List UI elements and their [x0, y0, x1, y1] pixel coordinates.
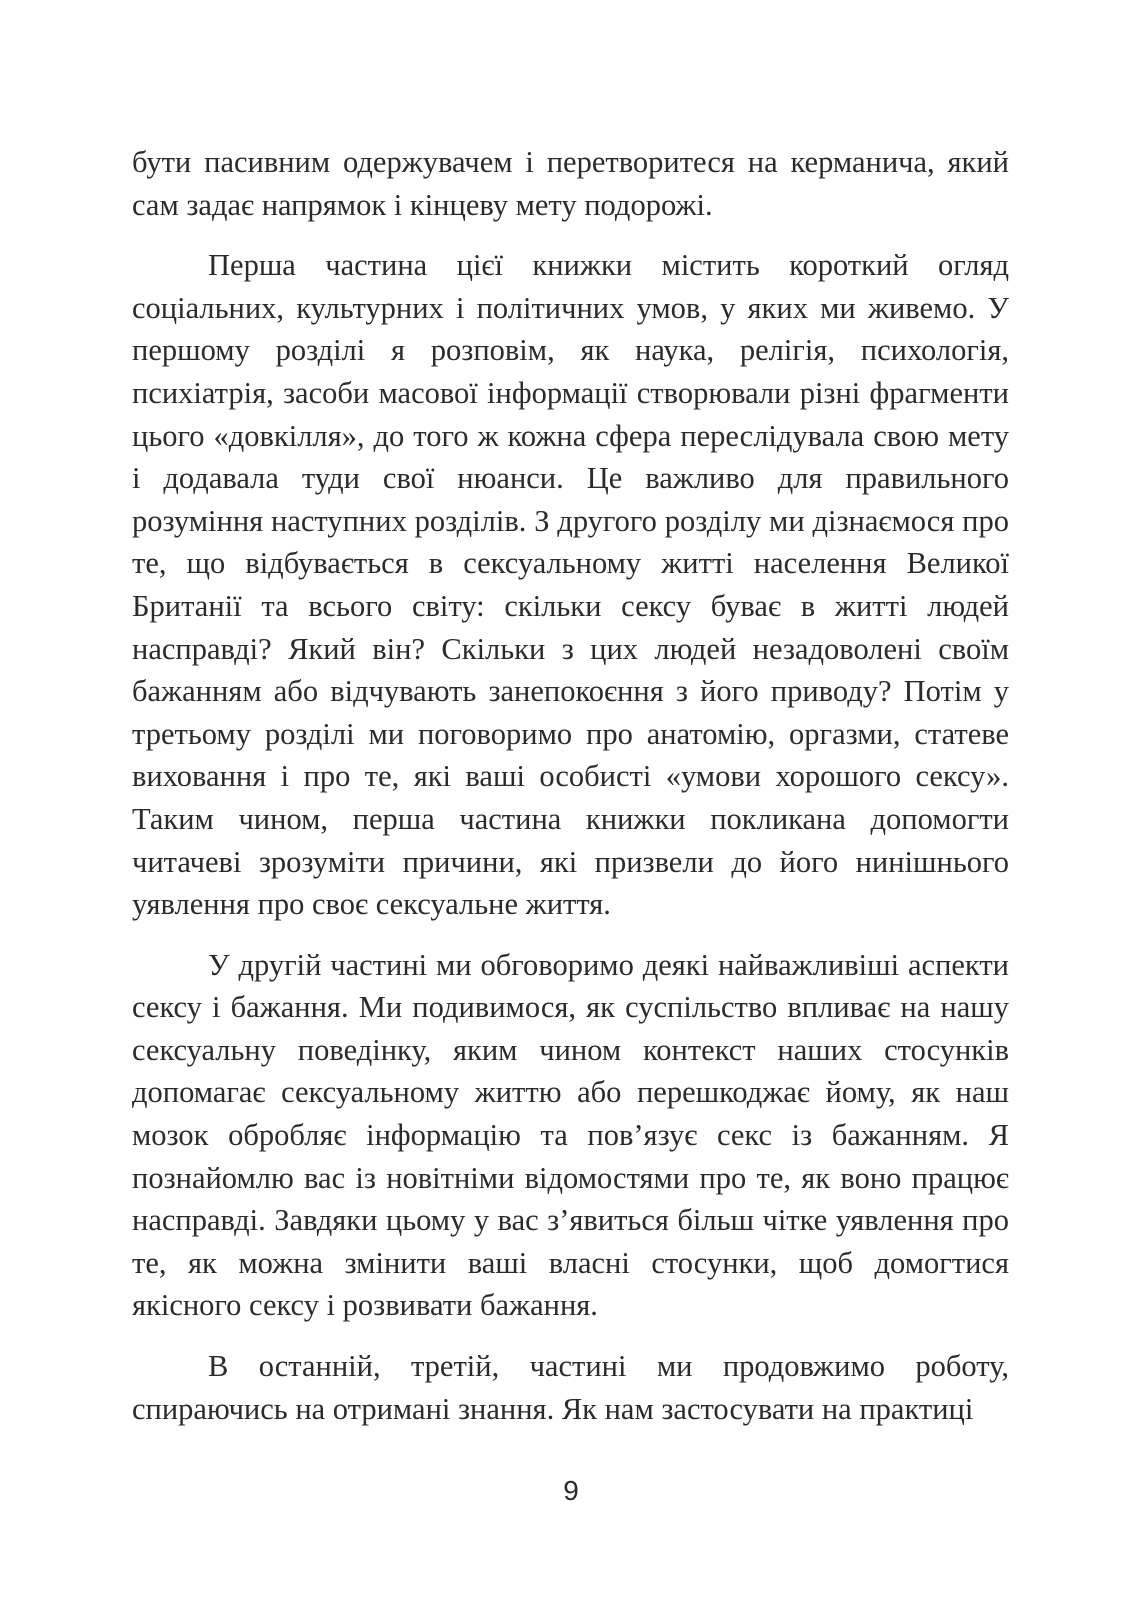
paragraph-part-one-overview: Перша частина цієї книжки містить короткий огляд соціальних, культурних і політичних умов, у яких ми живемо. У першому розділі я розповім, як наука, релігія, психологія, психіатрія, засоби масової інформації створювали різні фрагменти цього «довкілля», до того ж кожна сфера переслідувала свою мету і додавала туди свої нюанси. Це важливо для правильного розуміння наступних розділів. З другого розділу ми дізнаємося про те, що відбувається в сексуальному житті населення Великої Британії та всього світу: скільки сексу буває в житті людей насправді? Який він? Скільки з цих людей незадоволені своїм бажанням або відчувають занепокоєння з його приводу? Потім у третьому розділі ми поговоримо про анатомію, оргазми, статеве виховання і про те, які ваші особисті «умови хорошого сексу». Таким чином, перша частина книжки покликана допомогти читачеві зрозуміти причини, які призвели до його нинішнього уявлення про своє сексуальне життя. — [132, 248, 1009, 922]
page-number: 9 — [563, 1475, 579, 1506]
paragraph-part-two-overview: У другій частині ми обговоримо деякі найважливіші аспекти сексу і бажання. Ми подивимося, як суспільство впливає на нашу сексуальну поведінку, яким чином контекст наших стосунків допомагає сексуальному життю або перешкоджає йому, як наш мозок обробляє інформацію та пов’язує секс із бажанням. Я познайомлю вас із новітніми відомостями про те, як воно працює насправді. Завдяки цьому у вас з’явиться більш чітке уявлення про те, як можна змінити ваші власні стосунки, щоб домогтися якісного сексу і розвивати бажання. — [132, 947, 1009, 1323]
body-text — [132, 141, 1009, 1430]
paragraph-continuation: бути пасивним одержувачем і перетворитеся на керманича, який сам задає напрямок і кінцеву мету подорожі. — [132, 145, 1009, 222]
paragraph-part-three-overview: В останній, третій, частині ми продовжимо роботу, спираючись на отримані знання. Як нам застосувати на практиці — [132, 1349, 1009, 1426]
